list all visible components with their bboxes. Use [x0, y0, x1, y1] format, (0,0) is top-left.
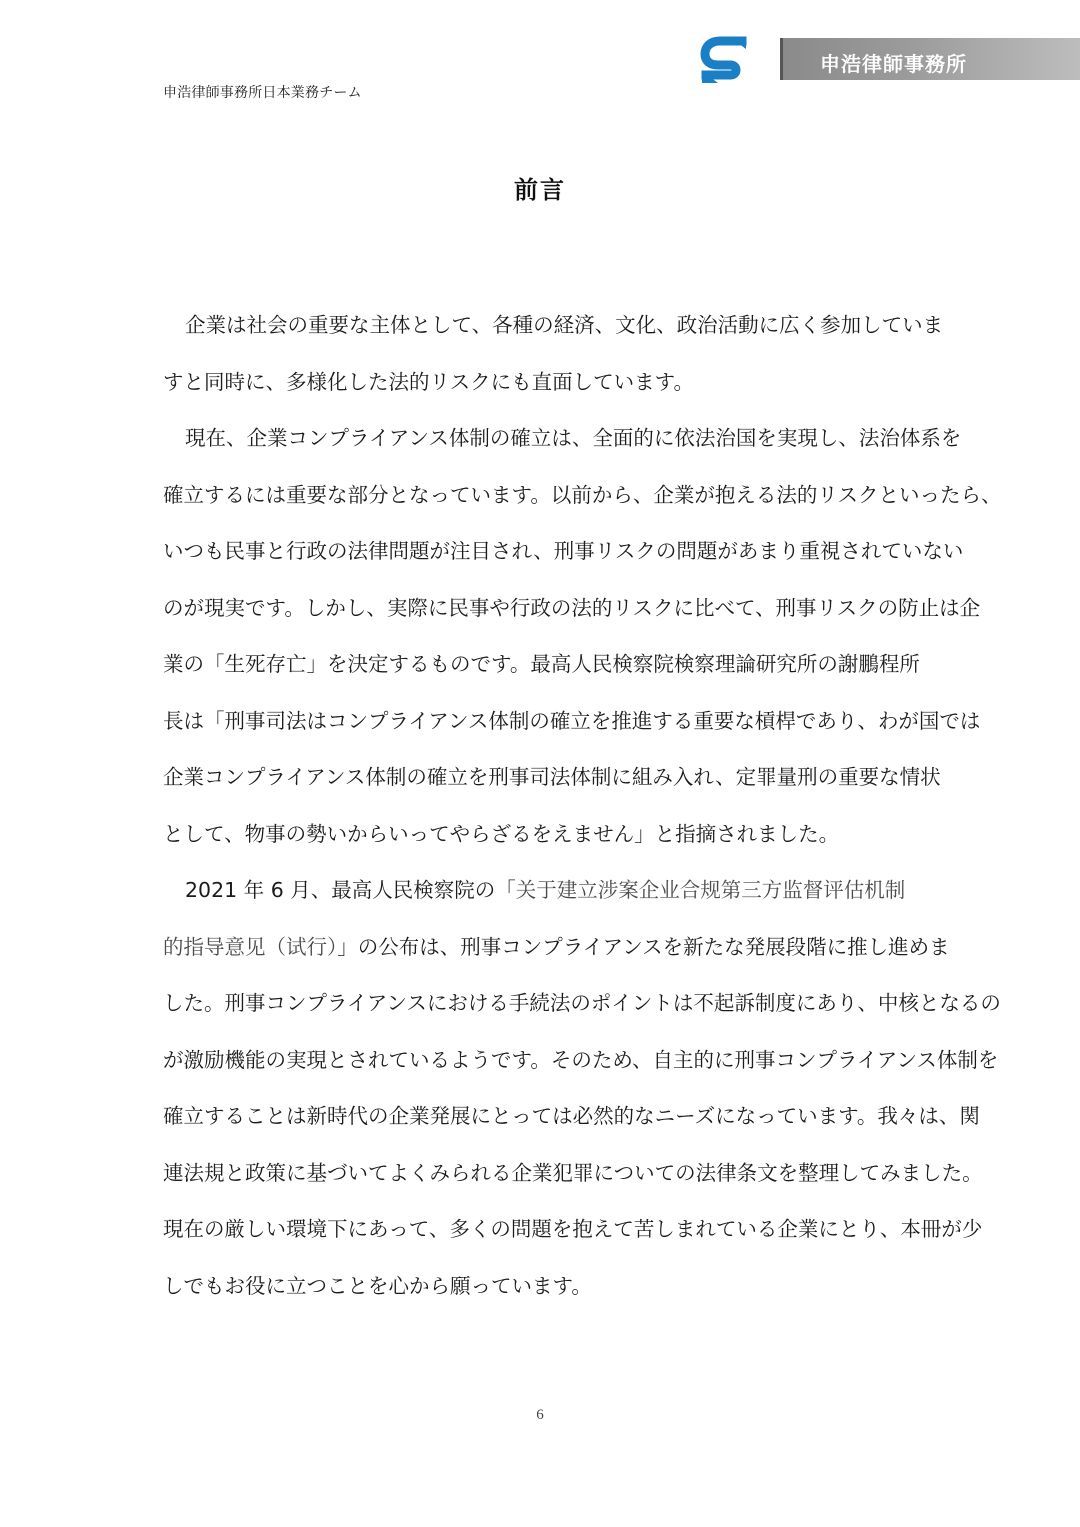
paragraph-3-line-2 — [163, 924, 950, 981]
paragraph-1-line-2: すと同時に、多様化した法的リスクにも直面しています。 — [163, 369, 694, 394]
paragraph-3-line-3: した。刑事コンプライアンスにおける手続法のポイントは不起訴制度にあり、中核となるの — [163, 991, 1001, 1015]
guideline-title-part-1: 关于建立涉案企业合规第三方监督评估机制 — [515, 878, 906, 902]
paragraph-2-line-6: 長は「刑事司法はコンプライアンス体制の確立を推進する重要な槓桿であり、わが国では — [163, 708, 981, 733]
s-logo-icon — [700, 35, 748, 85]
paragraph-3-line-1-text: 2021 年 6 月、最高人民検察院の「 — [185, 878, 516, 902]
page-number: 6 — [536, 1407, 544, 1423]
paragraph-2-line-8: として、物事の勢いからいってやらざるをえません」と指摘されました。 — [163, 821, 840, 846]
page-title: 前言 — [514, 176, 566, 204]
paragraph-2-line-7: 企業コンプライアンス体制の確立を刑事司法体制に組み入れ、定罪量刑の重要な情状 — [163, 765, 941, 789]
paragraph-2-line-2: 確立するには重要な部分となっています。以前から、企業が抱える法的リスクといったら、 — [163, 482, 1002, 507]
paragraph-3-line-7: 現在の厳しい環境下にあって、多くの問題を抱えて苦しまれている企業にとり、本冊が少 — [163, 1217, 983, 1241]
paragraph-3-line-8: しでもお役に立つことを心から願っています。 — [163, 1273, 592, 1298]
paragraph-3-line-2-text: 」の公布は、刑事コンプライアンスを新たな発展段階に推し進めま — [337, 934, 950, 959]
header-department: 申浩律師事務所日本業務チーム — [163, 85, 362, 101]
firm-name-banner — [780, 38, 1080, 80]
body-text — [163, 302, 1002, 1319]
paragraph-3-line-1 — [163, 867, 923, 924]
paragraph-1-line-1: 企業は社会の重要な主体として、各種の経済、文化、政治活動に広く参加していま — [185, 313, 944, 337]
firm-name: 申浩律師事務所 — [820, 52, 967, 76]
paragraph-3-line-4: が激励機能の実現とされているようです。そのため、自主的に刑事コンプライアンス体制を — [163, 1047, 999, 1072]
paragraph-2-line-4: のが現実です。しかし、実際に民事や行政の法的リスクに比べて、刑事リスクの防止は企 — [163, 595, 981, 620]
paragraph-2-line-5: 業の「生死存亡」を決定するものです。最高人民検察院検察理論研究所の謝鵬程所 — [163, 652, 920, 676]
paragraph-3-line-5: 確立することは新時代の企業発展にとっては必然的なニーズになっています。我々は、関 — [163, 1104, 980, 1128]
guideline-title-part-2: 的指导意见（试行） — [163, 934, 338, 959]
firm-logo — [700, 35, 748, 85]
paragraph-2-line-3: いつも民事と行政の法律問題が注目され、刑事リスクの問題があまり重視されていない — [163, 539, 964, 563]
paragraph-3-line-6: 連法規と政策に基づいてよくみられる企業犯罪についての法律条文を整理してみました。 — [163, 1160, 983, 1185]
paragraph-2-line-1: 現在、企業コンプライアンス体制の確立は、全面的に依法治国を実現し、法治体系を — [185, 426, 962, 450]
